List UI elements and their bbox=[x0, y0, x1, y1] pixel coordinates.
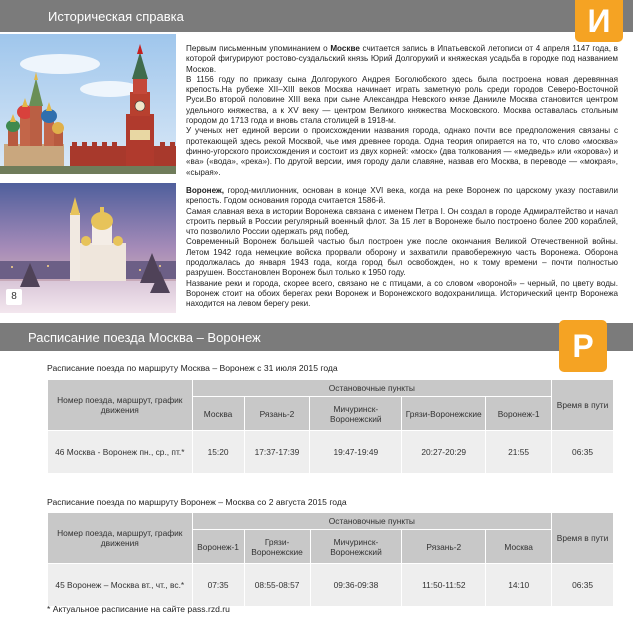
schedule-2-table bbox=[47, 512, 614, 607]
voronezh-paragraph-4: Название реки и города, скорее всего, связано не с птицами, а со словом «вороной» – черный, по цвету воды. Воронеж стоит на обоих берегах реки Воронеж и Воронежского водохранилища. Исторический центр Воронежа находится на левом берегу реки. bbox=[186, 278, 618, 309]
moscow-kremlin-photo bbox=[0, 34, 176, 174]
time-cell: 11:50-11:52 bbox=[402, 564, 486, 607]
voronezh-paragraph-3: Современный Воронеж большей частью был построен уже после окончания Великой Отечественной войны. Летом 1942 года немецкие войска прорвали оборону и захватили правобережную часть Воронежа. Оборона продолжалась до января 1943 года, когда город был освобожден, но к тому времени – почти полностью разрушен. Восстановлен Воронеж был только к 1950 году. bbox=[186, 237, 618, 278]
history-section-title: Историческая справка bbox=[48, 9, 184, 24]
schedule-section-letter-badge: Р bbox=[559, 320, 607, 372]
duration-cell: 06:35 bbox=[552, 564, 614, 607]
stop-header: Рязань-2 bbox=[402, 530, 486, 564]
moscow-p1-rest: считается запись в Ипатьевской летописи от 4 апреля 1147 года, в которой фигурируют ростово-суздальский князь Юрий Долгорукий и княжеская усадьба в городке под названием Москов. bbox=[186, 44, 618, 74]
stop-header: Грязи-Воронежские bbox=[402, 397, 486, 431]
train-cell: 45 Воронеж – Москва вт., чт., вс.* bbox=[48, 564, 193, 607]
travel-time-header: Время в пути bbox=[552, 380, 614, 431]
history-section-header bbox=[0, 0, 633, 39]
voronezh-p1-rest: город-миллионник, основан в конце XVI века, когда на реке Воронеж по царскому указу поставили крепость. Годом основания города считается 1586-й. bbox=[186, 186, 618, 206]
time-cell: 09:36-09:38 bbox=[310, 564, 402, 607]
time-cell: 17:37-17:39 bbox=[244, 431, 310, 474]
voronezh-paragraph-2: Самая славная веха в истории Воронежа связана с именем Петра I. Он создал в городе Адмиралтейство и начал строить первый в России регулярный военный флот. За 15 лет в Воронеже было построено более 200 кораблей, что позволило России одержать ряд побед. bbox=[186, 206, 618, 237]
schedule-1-caption: Расписание поезда по маршруту Москва – Воронеж с 31 июля 2015 года bbox=[47, 363, 338, 373]
stops-column-header: Остановочные пункты bbox=[192, 513, 552, 530]
stop-header: Москва bbox=[192, 397, 244, 431]
time-cell: 20:27-20:29 bbox=[402, 431, 486, 474]
stop-header: Воронеж-1 bbox=[486, 397, 552, 431]
voronezh-history-text bbox=[186, 186, 618, 310]
stop-header: Грязи-Воронежские bbox=[244, 530, 310, 564]
stop-header: Мичуринск-Воронежский bbox=[310, 530, 402, 564]
table-row bbox=[48, 564, 614, 607]
moscow-history-text bbox=[186, 44, 618, 178]
schedule-section-title: Расписание поезда Москва – Воронеж bbox=[28, 330, 261, 345]
duration-cell: 06:35 bbox=[552, 431, 614, 474]
time-cell: 07:35 bbox=[192, 564, 244, 607]
table-row bbox=[48, 431, 614, 474]
time-cell: 19:47-19:49 bbox=[310, 431, 402, 474]
stop-header: Москва bbox=[486, 530, 552, 564]
time-cell: 08:55-08:57 bbox=[244, 564, 310, 607]
voronezh-paragraph-1 bbox=[186, 186, 618, 207]
moscow-paragraph-3: У ученых нет единой версии о происхождении названия города, однако почти все предположения связаны с протекающей здесь рекой Москвой, чье имя древнее города. Одна теория опирается на то, что слово «москва» финно-угорского происхождения и состоит из двух корней: «моск» (два толкования — «медведь» или «корова») и «ва» («вода», «река»). По другой версии, имя городу дали славяне, назвав его Москва, в переводе — «мокрая», «сырая». bbox=[186, 126, 618, 177]
voronezh-cathedral-photo bbox=[0, 183, 176, 313]
page-number: 8 bbox=[6, 289, 22, 305]
stop-header: Мичуринск-Воронежский bbox=[310, 397, 402, 431]
train-column-header: Номер поезда, маршрут, график движения bbox=[48, 380, 193, 431]
train-cell: 46 Москва - Воронеж пн., ср., пт.* bbox=[48, 431, 193, 474]
stop-header: Воронеж-1 bbox=[192, 530, 244, 564]
travel-time-header: Время в пути bbox=[552, 513, 614, 564]
moscow-paragraph-2: В 1156 году по приказу сына Долгорукого Андрея Боголюбского здесь была построена новая деревянная крепость.На рубеже XII–XIII веков Москва начинает играть заметную роль среди городов Северо-Восточной Руси.Во второй половине XIII века при сыне Александра Невского князе Данииле Москва становится центром удельного княжества, а к XV веку — центром Великого княжества Московского. Москва оставалась стольным городом до 1713 года и вновь стала столицей в 1918-м. bbox=[186, 74, 618, 126]
moscow-bold-name: Москве bbox=[330, 44, 360, 53]
schedule-1-table bbox=[47, 379, 614, 474]
stop-header: Рязань-2 bbox=[244, 397, 310, 431]
time-cell: 14:10 bbox=[486, 564, 552, 607]
schedule-2-caption: Расписание поезда по маршруту Воронеж – Москва со 2 августа 2015 года bbox=[47, 497, 347, 507]
moscow-paragraph-1 bbox=[186, 44, 618, 75]
time-cell: 21:55 bbox=[486, 431, 552, 474]
moscow-p1-intro: Первым письменным упоминанием о bbox=[186, 44, 331, 53]
train-column-header: Номер поезда, маршрут, график движения bbox=[48, 513, 193, 564]
footnote: * Актуальное расписание на сайте pass.rzd.ru bbox=[47, 604, 230, 614]
stops-column-header: Остановочные пункты bbox=[192, 380, 551, 397]
history-section-letter-badge: И bbox=[575, 0, 623, 42]
time-cell: 15:20 bbox=[192, 431, 244, 474]
schedule-section-header bbox=[0, 323, 633, 364]
voronezh-bold-name: Воронеж, bbox=[186, 186, 224, 195]
